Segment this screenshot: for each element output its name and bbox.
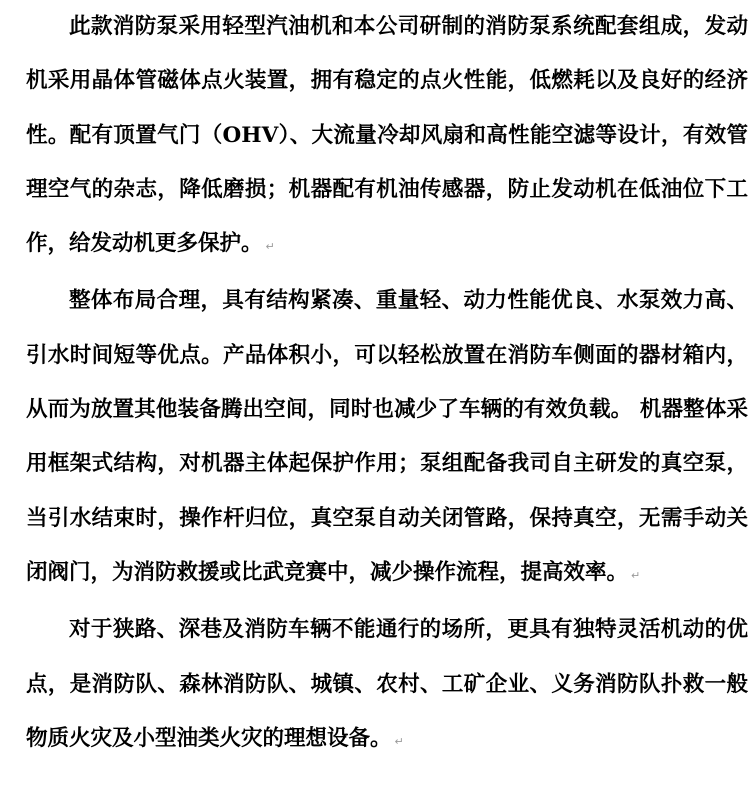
paragraph-1-text: 此款消防泵采用轻型汽油机和本公司研制的消防泵系统配套组成，发动机采用晶体管磁体点火装置，拥有稳定的点火性能，低燃耗以及良好的经济性。配有顶置气门（OHV）、大流量冷却风扇和高性能空滤等设计，有效管理空气的杂志，降低磨损；机器配有机油传感器，防止发动机在低油位下工作，给发动机更多保护。	[26, 14, 748, 257]
paragraph-3-text: 对于狭路、深巷及消防车辆不能通行的场所，更具有独特灵活机动的优点，是消防队、森林消防队、城镇、农村、工矿企业、义务消防队扑救一般物质火灾及小型油类火灾的理想设备。	[26, 617, 748, 751]
paragraph-mark-icon: ↵	[394, 734, 404, 748]
paragraph-1	[26, 0, 748, 274]
paragraph-mark-icon: ↵	[265, 240, 275, 254]
paragraph-2-text: 整体布局合理，具有结构紧凑、重量轻、动力性能优良、水泵效力高、引水时间短等优点。产品体积小，可以轻松放置在消防车侧面的器材箱内，从而为放置其他装备腾出空间，同时也减少了车辆的有效负载。 机器整体采用框架式结构，对机器主体起保护作用；泵组配备我司自主研发的真空泵，当引水结束时，操作杆归位，真空泵自动关闭管路，保持真空，无需手动关闭阀门，为消防救援或比武竞赛中，减少操作流程，提高效率。	[26, 288, 748, 585]
paragraph-2	[26, 274, 748, 603]
paragraph-mark-icon: ↵	[631, 568, 641, 582]
paragraph-3	[26, 603, 748, 769]
